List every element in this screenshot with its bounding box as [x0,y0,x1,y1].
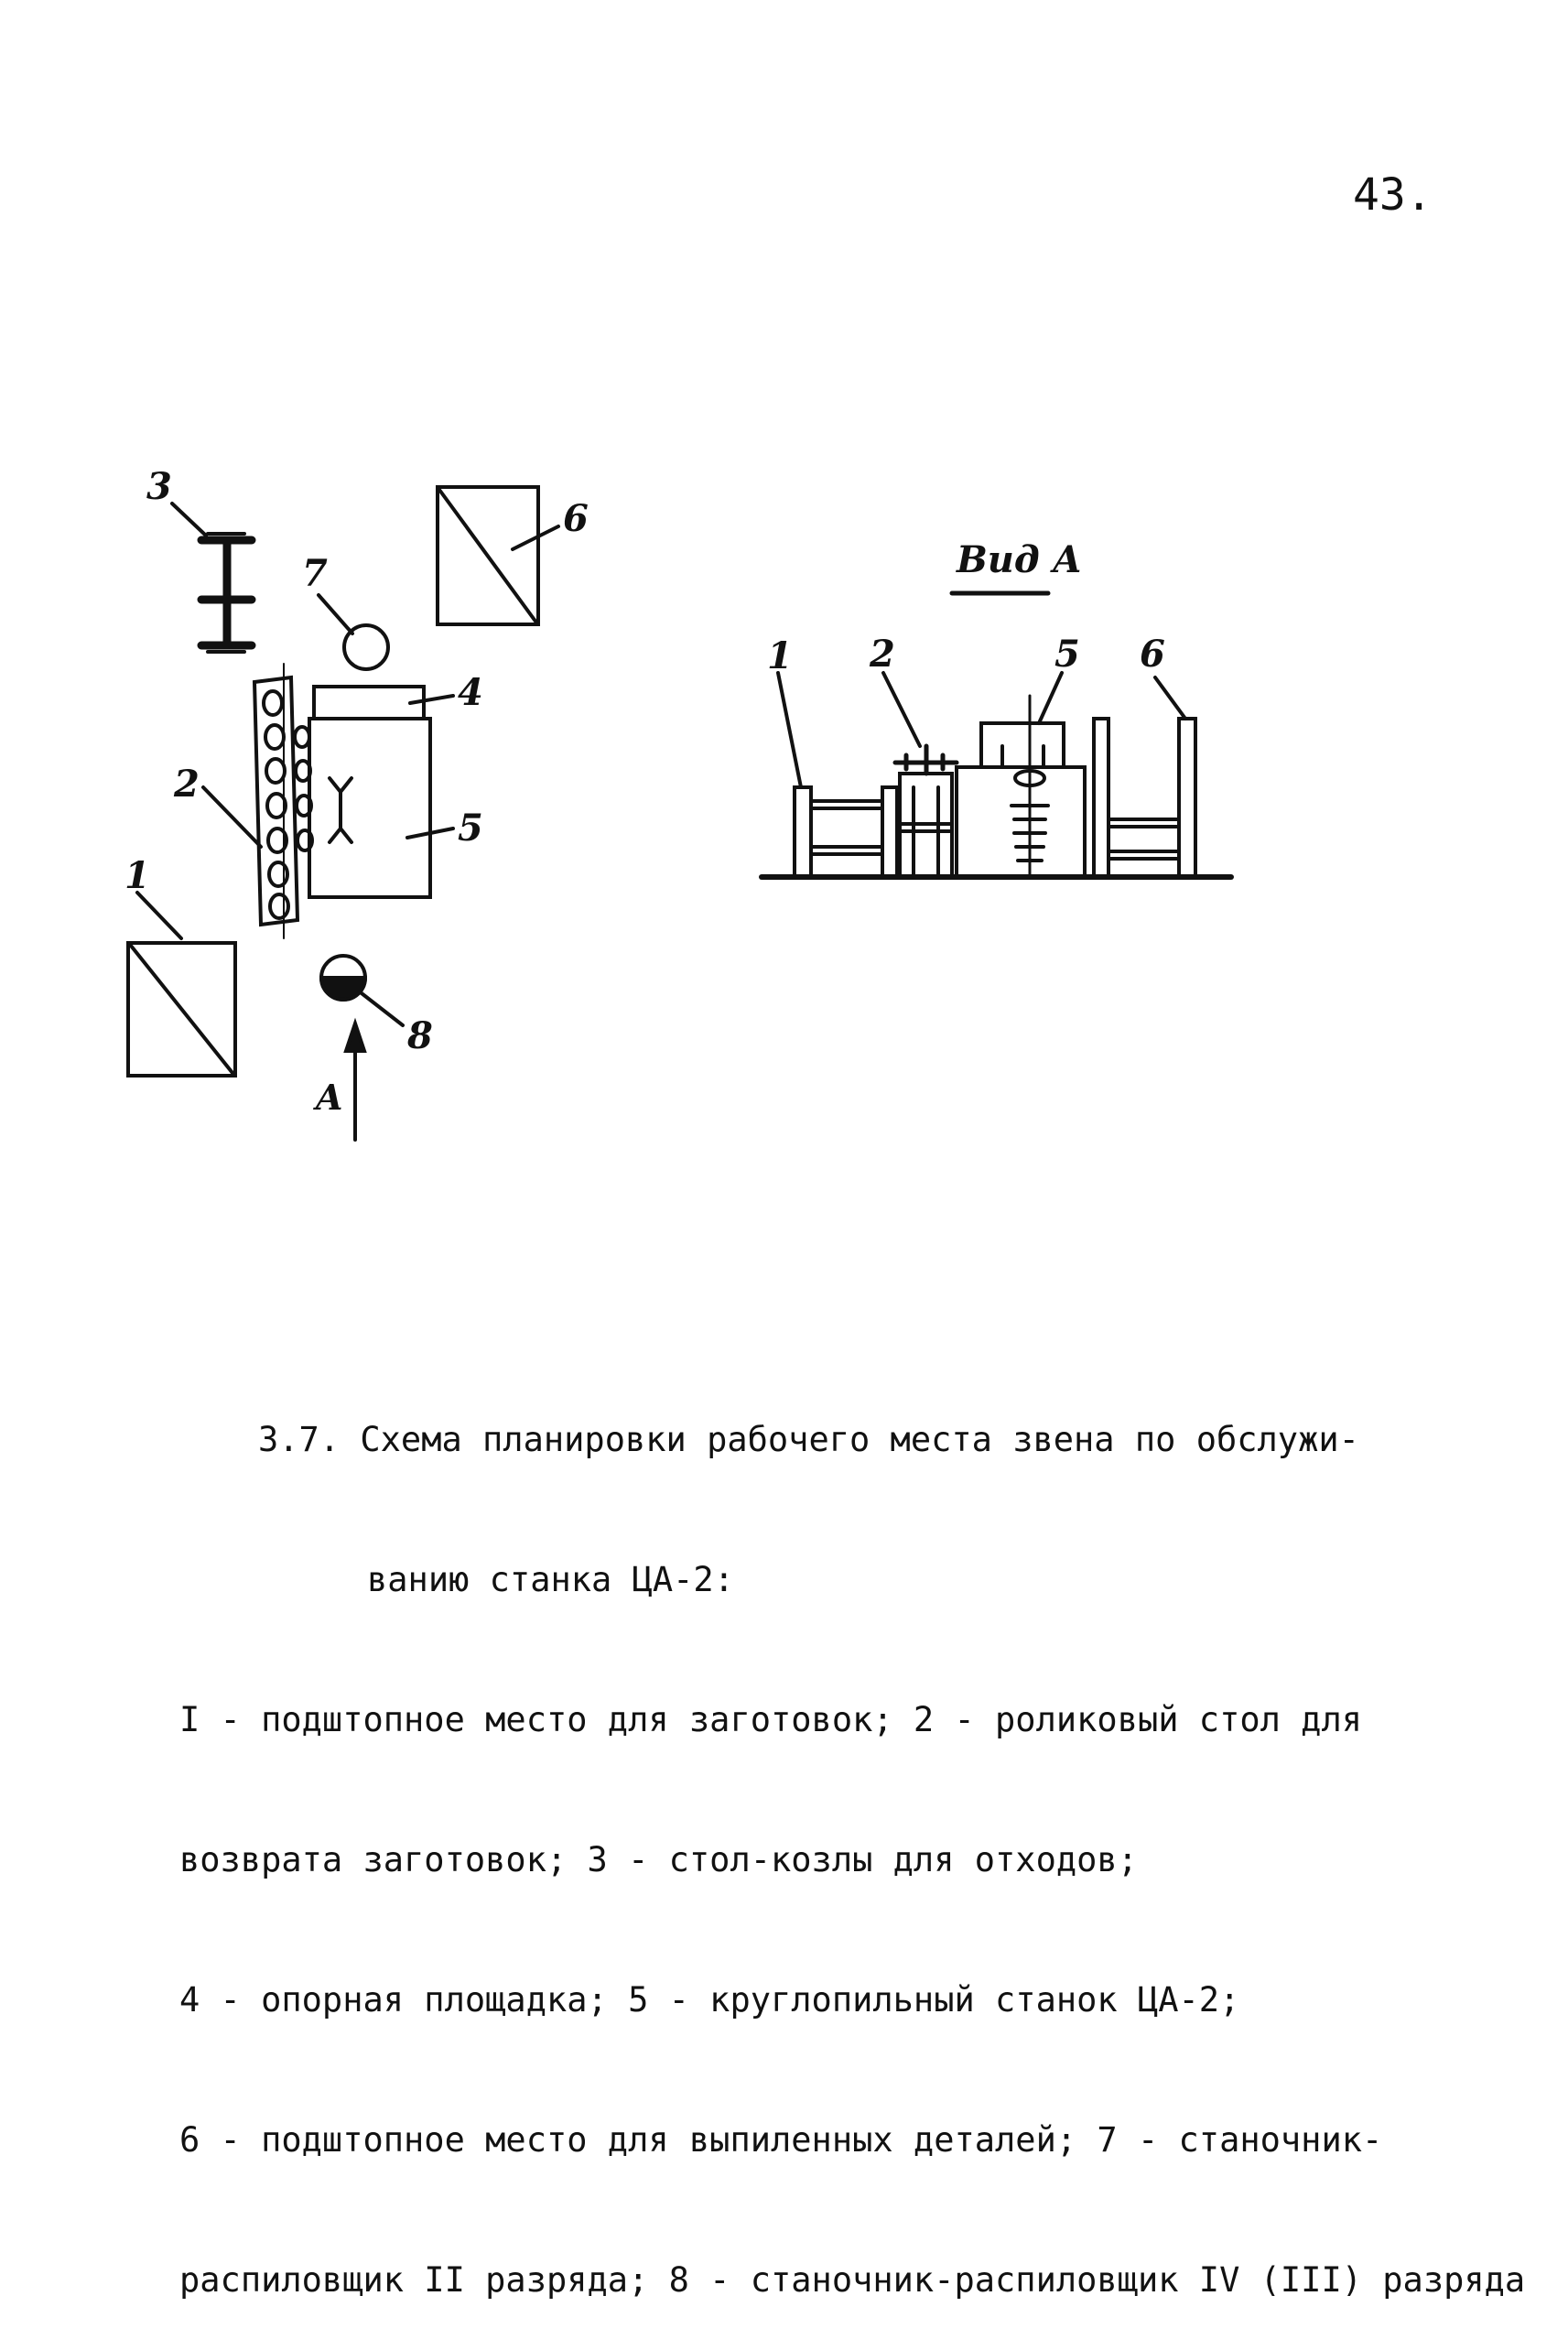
view-arrow-a [346,1023,364,1140]
caption-title-line-1: 3.7. Схема планировки рабочего места звена по обслужи- [258,1420,1359,1459]
label-arrow-a: A [316,1077,343,1118]
view-saw-machine-5 [957,696,1085,877]
label-1: 1 [124,854,150,897]
caption-legend-line-4: 6 - подштопное место для выпиленных деталей; 7 - станочник- [179,2120,1383,2160]
label-6: 6 [563,497,589,540]
label-2: 2 [174,763,200,806]
label-7: 7 [302,552,328,595]
stacking-place-6 [438,487,538,624]
trestle-table-3 [201,534,252,652]
page-number: 43. [1353,169,1433,221]
label-8: 8 [407,1014,433,1057]
caption-title-line-2: ванию станка ЦА-2: [367,1560,734,1599]
roller-table-2 [254,664,312,938]
view-label-6: 6 [1140,633,1165,676]
caption-legend-line-5: распиловщик II разряда; 8 - станочник-распиловщик IV (III) разряда [179,2260,1526,2300]
view-label-5: 5 [1054,633,1080,676]
view-leader-6 [1155,677,1185,719]
leader-3 [172,504,206,536]
view-label-1: 1 [767,634,793,677]
view-a-title: Вид А [957,538,1083,581]
saw-machine-5 [309,719,430,897]
caption-legend-line-2: возврата заготовок; 3 - стол-козлы для отходов; [179,1840,1138,1879]
worker-8 [321,956,365,1000]
view-roller-table-2 [895,746,957,877]
view-leader-2 [883,673,920,746]
saw-blade-symbol [330,778,351,842]
support-platform-4 [314,687,424,719]
figure-caption [179,1323,1526,2350]
view-a [762,538,1231,877]
caption-legend-line-1: I - подштопное место для заготовок; 2 - роликовый стол для [179,1700,1363,1739]
view-label-2: 2 [870,633,895,676]
view-leader-1 [778,673,801,787]
label-4: 4 [458,671,483,714]
label-3: 3 [146,465,172,508]
stacking-place-1 [128,943,235,1076]
leader-1 [137,893,181,938]
leader-6 [513,526,558,549]
label-5: 5 [458,807,483,850]
view-leader-5 [1039,673,1062,723]
view-stack-1 [795,787,897,877]
leader-7 [319,595,352,634]
caption-legend-line-3: 4 - опорная площадка; 5 - круглопильный станок ЦА-2; [179,1980,1240,2020]
leader-8 [362,993,403,1025]
plan-view [124,465,589,1140]
leader-4 [410,696,453,703]
view-stack-6 [1094,719,1195,877]
leader-2 [203,787,261,847]
